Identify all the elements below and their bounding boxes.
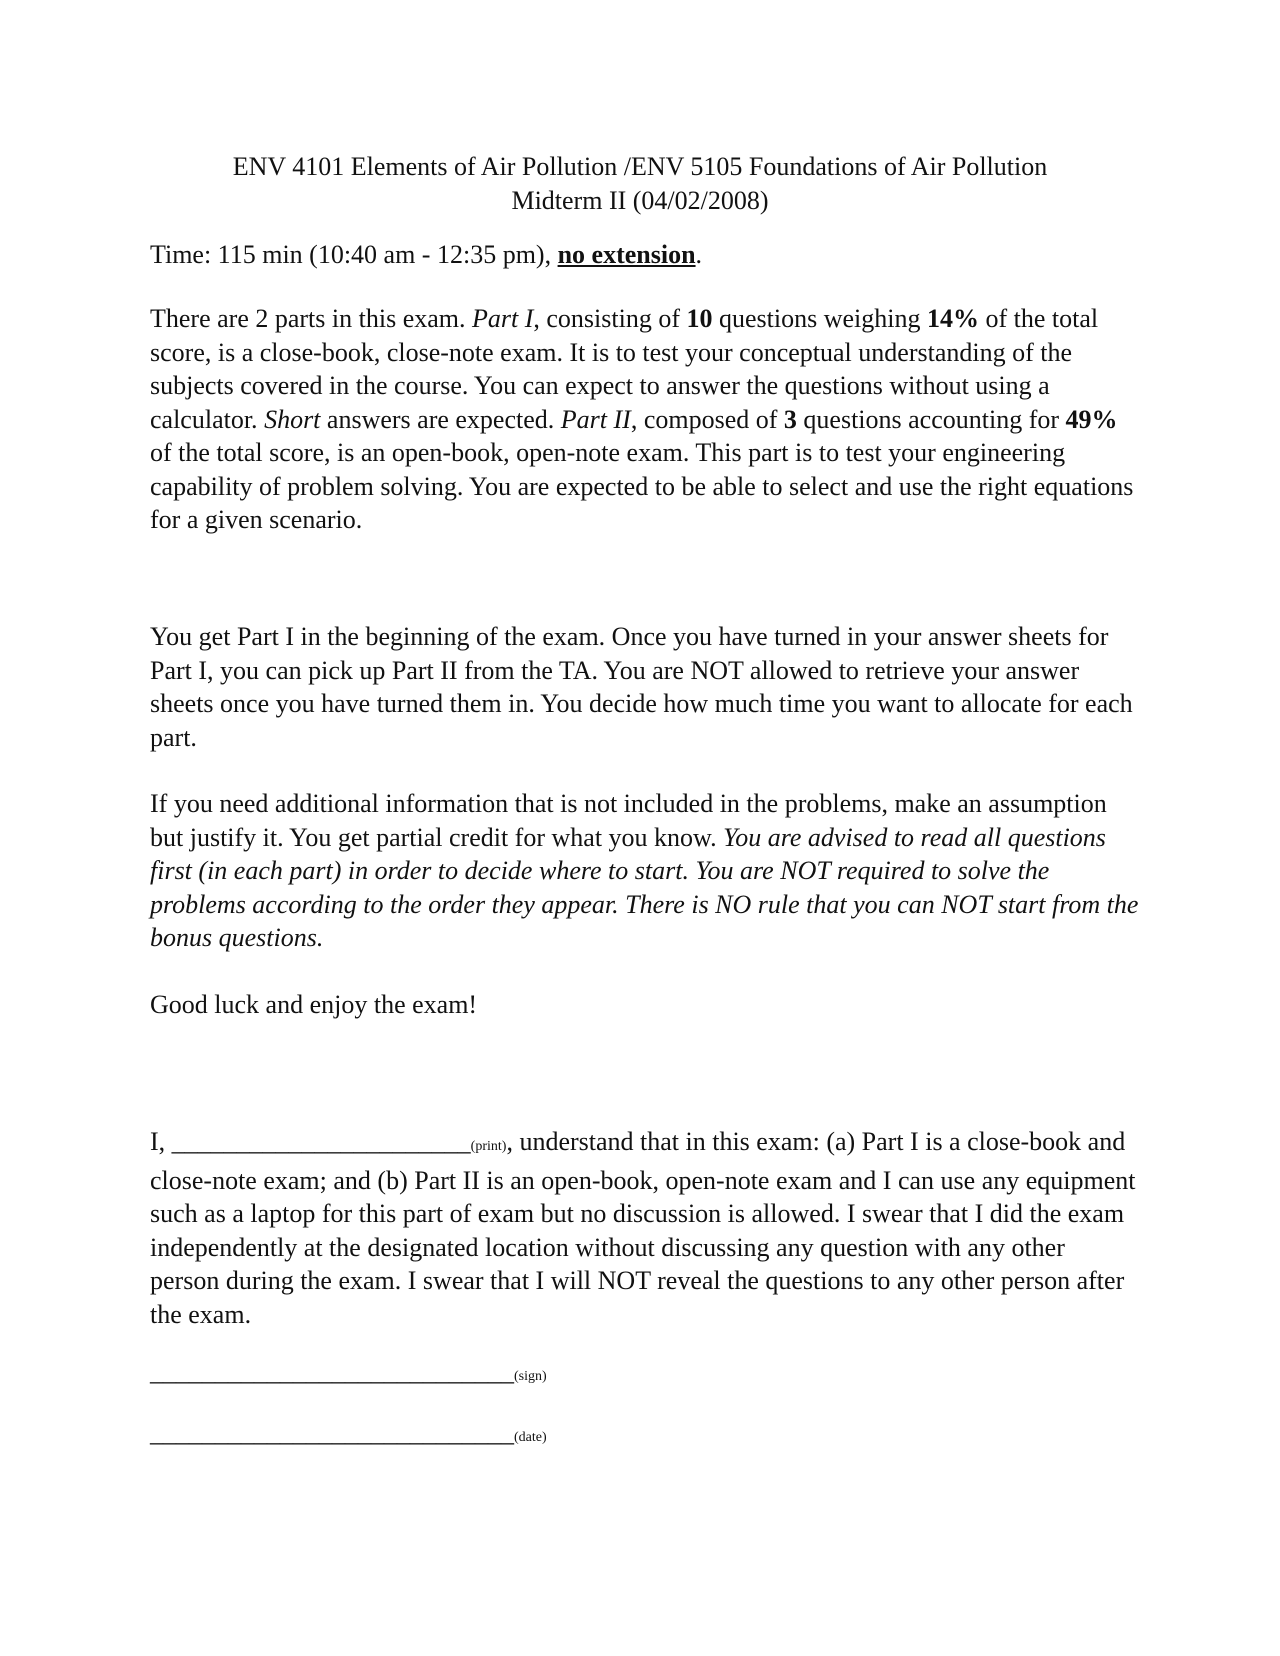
intro-text: of the total score, is an open-book, open-note exam. This part is to test your engineering capability of problem solving. You are expected to be able to select and use the right equations for a given scenario.	[150, 438, 1134, 534]
intro-text: of the total score, is a close-book, close-note exam. It is to test your conceptual understanding of the subjects covered in the course. You can expect to answer the questions without using a calculator.	[150, 304, 1099, 434]
pledge-lead: I,	[150, 1127, 172, 1156]
sign-line	[150, 1355, 1140, 1394]
advice-italic: You are advised to read all questions first (in each part) in order to decide where to start. You are NOT required to solve the problems according to the order they appear. There is NO rule that you can NOT start from the bonus questions.	[150, 822, 1139, 952]
good-luck-message: Good luck and enjoy the exam!	[150, 990, 478, 1019]
part1-count: 10	[686, 304, 713, 333]
intro-text: There are 2 parts in this exam.	[150, 304, 472, 333]
pledge-paragraph	[150, 1125, 1140, 1331]
part2-weight: 49%	[1065, 404, 1118, 434]
pledge-text: , understand that in this exam: (a) Part I is a close-book and close-note exam; and (b) Part II is an open-book, open-note exam and I can use any equipment such as a laptop for this part of exam but no discussion is allowed. I swear that I did the exam independently at the designated location without discussing any question with any other person during the exam. I swear that I will NOT reveal the questions to any other person after the exam.	[150, 1127, 1136, 1329]
exam-title	[150, 150, 1130, 218]
short-word: Short	[264, 404, 321, 434]
no-extension-emphasis: no extension	[557, 240, 696, 269]
date-line	[150, 1416, 1140, 1455]
course-title: ENV 4101 Elements of Air Pollution /ENV 5105 Foundations of Air Pollution	[232, 152, 1048, 181]
intro-text: , composed of	[630, 404, 784, 434]
procedure-paragraph: You get Part I in the beginning of the exam. Once you have turned in your answer sheets for Part I, you can pick up Part II from the TA. You are NOT allowed to retrieve your answer sheets once you have turned them in. You decide how much time you want to allocate for each part.	[150, 622, 1133, 752]
print-label: (print)	[470, 1139, 507, 1154]
name-print-blank[interactable]: _______________________	[171, 1127, 471, 1156]
time-end: .	[695, 240, 703, 269]
exam-subtitle: Midterm II (04/02/2008)	[511, 186, 769, 215]
date-blank[interactable]: ____________________________	[150, 1418, 514, 1447]
part1-weight: 14%	[927, 304, 979, 333]
part2-count: 3	[783, 404, 797, 434]
part2-label: Part II	[560, 404, 631, 434]
sign-label: (sign)	[514, 1369, 547, 1384]
assumptions-text: If you need additional information that is not included in the problems, make an assumption but justify it. You get partial credit for what you know.	[150, 789, 1107, 852]
intro-text: questions accounting for	[796, 404, 1066, 434]
part1-label: Part I	[472, 304, 534, 333]
time-text: Time: 115 min (10:40 am - 12:35 pm),	[150, 240, 558, 269]
date-label: (date)	[514, 1430, 547, 1445]
intro-text: , consisting of	[533, 304, 687, 333]
intro-text: answers are expected.	[320, 404, 561, 434]
signature-blank[interactable]: ____________________________	[150, 1357, 514, 1386]
intro-text: questions weighing	[712, 304, 927, 333]
assumptions-paragraph	[150, 787, 1140, 955]
time-limit	[150, 238, 1140, 272]
exam-parts-paragraph	[150, 302, 1140, 537]
